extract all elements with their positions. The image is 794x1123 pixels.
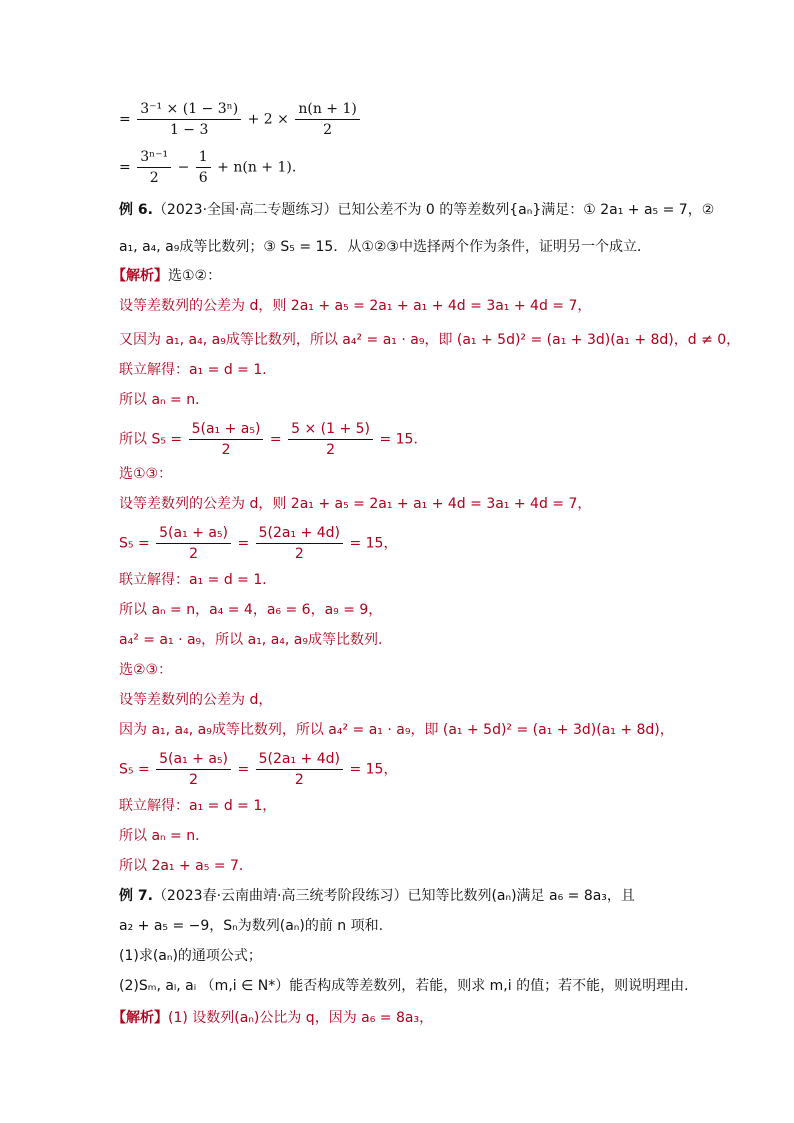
fraction — [256, 524, 343, 563]
case23-line2: 因为 a₁, a₄, a₉成等比数列，所以 a₄² = a₁ · a₉，即 (a₁ + 5d)² = (a₁ + 3d)(a₁ + 8d)， — [119, 722, 674, 738]
fraction — [156, 750, 231, 789]
case12-line4: 所以 aₙ = n． — [119, 392, 210, 408]
fraction — [137, 100, 241, 139]
case12-line5 — [119, 420, 427, 459]
analysis-tag: 【解析】 — [112, 1010, 168, 1026]
numerator: n(n + 1) — [295, 100, 360, 120]
formula-tail: = 15， — [349, 761, 398, 778]
numerator: 5(a₁ + a₅) — [156, 750, 231, 770]
fraction — [189, 420, 264, 459]
numerator: 5(a₁ + a₅) — [189, 420, 264, 440]
denominator: 2 — [221, 442, 231, 458]
stem-text: （2023春·云南曲靖·高三统考阶段练习）已知等比数列(aₙ)满足 a₆ = 8a₃，且 — [152, 888, 635, 904]
example7-analysis-line — [112, 1008, 433, 1028]
equals-sign: = — [237, 535, 250, 552]
numerator: 5(a₁ + a₅) — [156, 524, 231, 544]
case-title: 选①②： — [168, 268, 222, 284]
equals-sign: = — [119, 111, 131, 128]
example7-stem-line2: a₂ + a₅ = −9，Sₙ为数列(aₙ)的前 n 项和. — [119, 918, 384, 934]
denominator: 2 — [323, 122, 333, 138]
formula-prefix: 所以 S₅ = — [119, 431, 183, 448]
numerator: 5(2a₁ + 4d) — [256, 524, 343, 544]
case13-line4: 所以 aₙ = n，a₄ = 4，a₆ = 6，a₉ = 9， — [119, 602, 383, 618]
example7-question1: (1)求(aₙ)的通项公式； — [119, 948, 262, 964]
numerator: 3ⁿ⁻¹ — [137, 148, 171, 168]
numerator: 1 — [196, 148, 211, 168]
equals-sign: = — [119, 159, 131, 176]
denominator: 2 — [149, 170, 159, 186]
case13-line1: 设等差数列的公差为 d，则 2a₁ + a₅ = 2a₁ + a₁ + 4d = 3a₁ + 4d = 7， — [119, 496, 592, 512]
formula-tail: + n(n + 1). — [217, 159, 297, 176]
denominator: 2 — [189, 772, 199, 788]
formula-line-2 — [119, 148, 296, 187]
fraction — [256, 750, 343, 789]
case13-line5: a₄² = a₁ · a₉，所以 a₁, a₄, a₉成等比数列. — [119, 632, 383, 648]
case12-line1: 设等差数列的公差为 d，则 2a₁ + a₅ = 2a₁ + a₁ + 4d = 3a₁ + 4d = 7， — [119, 298, 592, 314]
case23-line6: 所以 2a₁ + a₅ = 7． — [119, 858, 253, 874]
numerator: 5 × (1 + 5) — [288, 420, 373, 440]
numerator: 3⁻¹ × (1 − 3ⁿ) — [137, 100, 241, 120]
case23-line1: 设等差数列的公差为 d， — [119, 692, 273, 708]
case13-line3: 联立解得：a₁ = d = 1． — [119, 572, 277, 588]
case12-title-line — [112, 266, 221, 286]
formula-tail: = 15， — [349, 535, 398, 552]
example7-stem-line1 — [119, 886, 635, 906]
example-label: 例 6. — [119, 202, 153, 218]
denominator: 2 — [189, 546, 199, 562]
formula-prefix: S₅ = — [119, 761, 150, 778]
formula-line-1 — [119, 100, 362, 139]
case23-line3 — [119, 750, 397, 789]
case12-line3: 联立解得：a₁ = d = 1． — [119, 362, 277, 378]
fraction — [196, 148, 211, 187]
denominator: 2 — [326, 442, 336, 458]
case23-title: 选②③： — [119, 662, 173, 678]
denominator: 2 — [294, 546, 304, 562]
operator: + 2 × — [247, 111, 289, 128]
numerator: 5(2a₁ + 4d) — [256, 750, 343, 770]
denominator: 6 — [198, 170, 208, 186]
analysis-tag: 【解析】 — [112, 268, 168, 284]
case12-line2: 又因为 a₁, a₄, a₉成等比数列，所以 a₄² = a₁ · a₉，即 (a₁ + 5d)² = (a₁ + 3d)(a₁ + 8d)，d ≠ 0， — [119, 332, 741, 348]
equals-sign: = — [269, 431, 282, 448]
example6-stem-line1 — [119, 200, 714, 220]
formula-tail: = 15． — [379, 431, 428, 448]
fraction — [288, 420, 373, 459]
operator: − — [177, 159, 190, 176]
denominator: 1 − 3 — [169, 122, 209, 138]
denominator: 2 — [294, 772, 304, 788]
equals-sign: = — [237, 761, 250, 778]
case23-line4: 联立解得：a₁ = d = 1， — [119, 798, 277, 814]
case23-line5: 所以 aₙ = n． — [119, 828, 210, 844]
case13-line2 — [119, 524, 397, 563]
fraction — [137, 148, 171, 187]
fraction — [156, 524, 231, 563]
stem-text: （2023·全国·高二专题练习）已知公差不为 0 的等差数列{aₙ}满足：① 2a₁ + a₅ = 7，② — [152, 202, 715, 218]
case13-title: 选①③： — [119, 466, 173, 482]
example6-stem-line2: a₁, a₄, a₉成等比数列；③ S₅ = 15．从①②③中选择两个作为条件，证明另一个成立． — [119, 239, 651, 255]
example-label: 例 7. — [119, 888, 153, 904]
fraction — [295, 100, 360, 139]
example7-question2: (2)Sₘ, aₗ, aᵢ （m,i ∈ N*）能否构成等差数列，若能，则求 m,i 的值；若不能，则说明理由. — [119, 978, 689, 994]
analysis-text: (1) 设数列(aₙ)公比为 q，因为 a₆ = 8a₃， — [168, 1010, 434, 1026]
formula-prefix: S₅ = — [119, 535, 150, 552]
